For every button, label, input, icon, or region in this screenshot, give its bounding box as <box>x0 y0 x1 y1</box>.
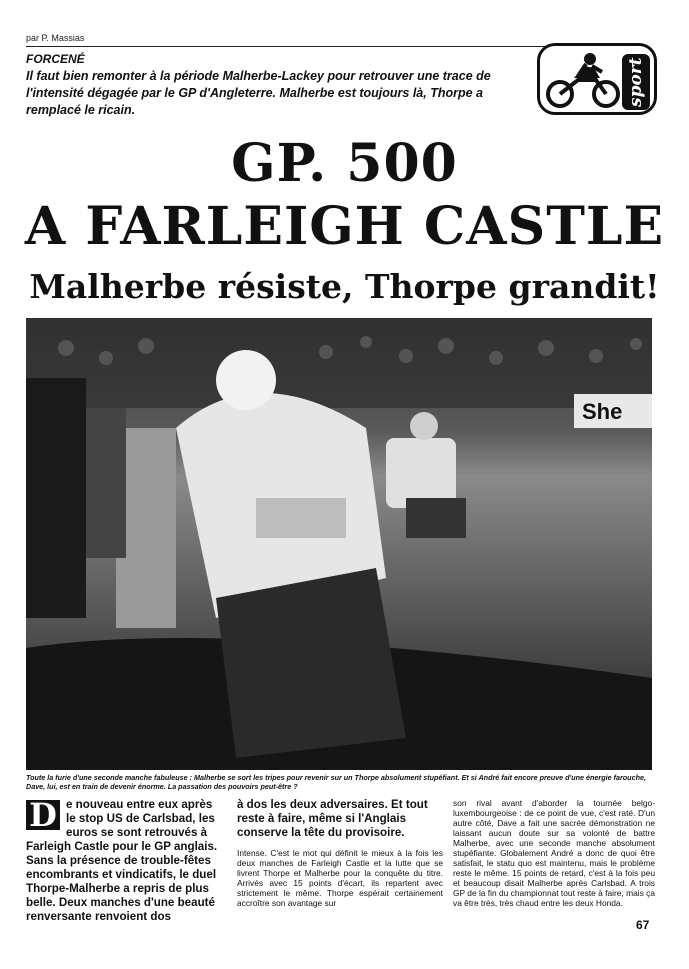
logo-word: sport <box>622 54 650 110</box>
article-body-col3: son rival avant d'aborder la tournée belgo-luxembourgeoise : de ce point de vue, c'est raté. D'un autre côté, Dave a fait une sacrée démonstration ne laissant aucun doute sur sa volonté de battre Malherbe, avec une seconde manche absolument stupéfiante. Globalement André a donc de quoi être satisfait, le statu quo est maintenu, mais le problème reste le même. 15 points de retard, c'est à la fois peu et beaucoup disait Malherbe après Carlsbad. A trois GP de la fin du championnat tout reste à faire, mais ça va être très, très chaud entre les deux Honda. <box>453 798 655 908</box>
photo-caption: Toute la furie d'une seconde manche fabuleuse : Malherbe se sort les tripes pour revenir sur un Thorpe absolument stupéfiant. Et si André fait encore preuve d'une énergie farouche, Dave, lui, est en train de devenir énorme. La passation des pouvoirs peut-être ? <box>26 773 646 791</box>
page-number: 67 <box>636 918 650 932</box>
motocross-rider-icon <box>544 50 624 112</box>
race-photo <box>26 318 652 770</box>
header-rule <box>26 46 556 47</box>
sport-logo <box>537 43 657 115</box>
headline-line-2: A FARLEIGH CASTLE <box>24 196 665 257</box>
article-body-col2: Intense. C'est le mot qui définit le mieux à la fois les deux manches de Farleigh Castle et la lutte que se livrent Thorpe et Malherbe pour la conquête du titre. Arrivés avec 15 points d'écart, ils repartent avec strictement le même. Thorpe espérait certainement accroître son avantage sur <box>237 848 443 908</box>
drop-cap: D <box>26 800 60 830</box>
subheadline: Malherbe résiste, Thorpe grandit! <box>29 267 660 306</box>
article-column-2 <box>237 798 443 908</box>
article-column-1 <box>26 798 224 924</box>
article-lead: e nouveau entre eux après le stop US de Carlsbad, les euros se sont retrouvés à Farleigh Castle pour le GP anglais. Sans la présence de trouble-fêtes encombrants et vindicatifs, le duel Thorpe-Malherbe a repris de plus belle. Deux manches d'une beauté renversante renvoient dos <box>26 798 218 923</box>
banner-text: She <box>582 399 623 424</box>
article-column-3 <box>453 798 655 908</box>
intro-text: Il faut bien remonter à la période Malherbe-Lackey pour retrouver une trace de l'intensité dégagée par le GP d'Angleterre. Malherbe est toujours là, Thorpe a remplacé le ricain. <box>26 69 491 117</box>
headline-line-1: GP. 500 <box>231 133 458 194</box>
article-lead-continued: à dos les deux adversaires. Et tout reste à faire, même si l'Anglais conserve la tête du provisoire. <box>237 798 428 839</box>
byline: par P. Massias <box>26 33 85 43</box>
kicker: FORCENÉ <box>26 52 85 66</box>
